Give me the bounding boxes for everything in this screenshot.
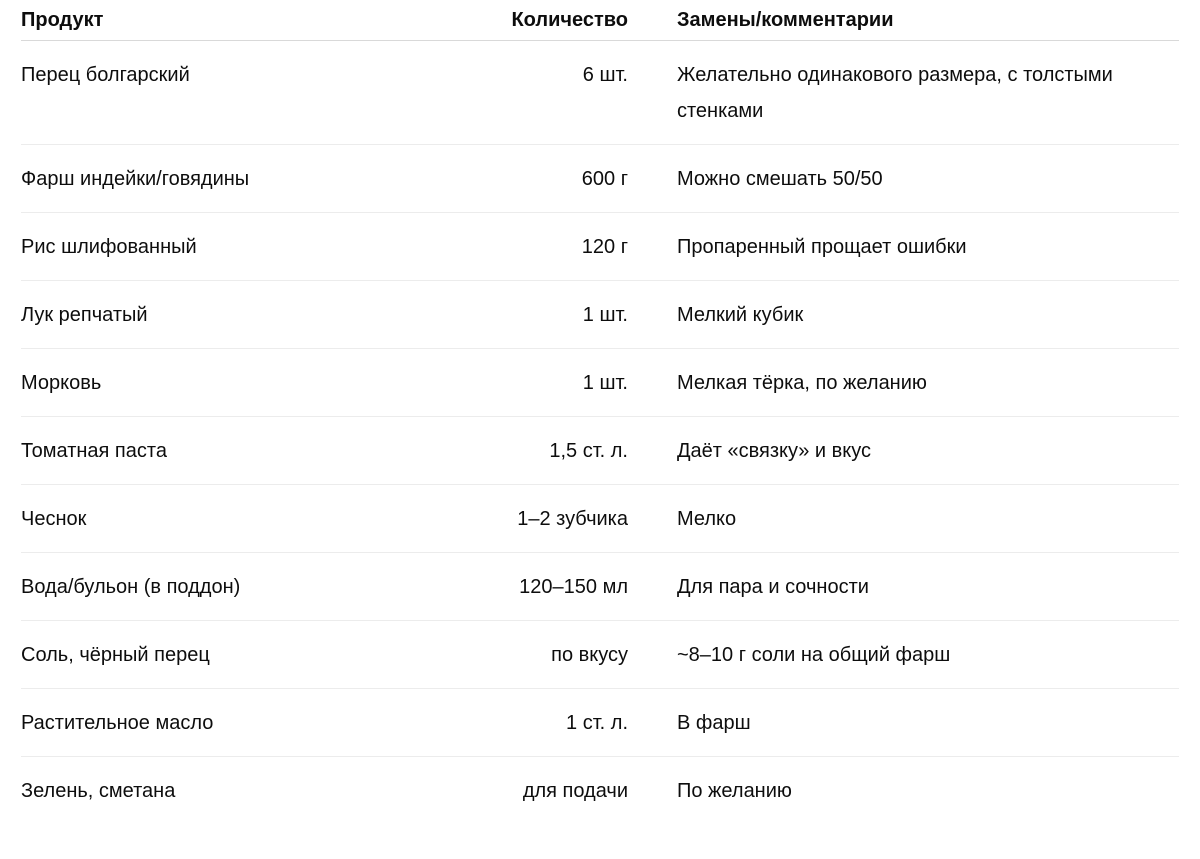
table-row [21, 417, 1179, 485]
cell-product: Перец болгарский [21, 41, 411, 145]
cell-product: Вода/бульон (в поддон) [21, 553, 411, 621]
cell-notes: Мелко [628, 485, 1179, 553]
cell-notes: Можно смешать 50/50 [628, 145, 1179, 213]
table-row [21, 621, 1179, 689]
table-body [21, 41, 1179, 825]
table-row [21, 689, 1179, 757]
table-row [21, 757, 1179, 825]
cell-quantity: 120 г [411, 213, 628, 281]
cell-product: Зелень, сметана [21, 780, 176, 802]
cell-quantity: 1 шт. [411, 281, 628, 349]
cell-quantity: 120–150 мл [411, 553, 628, 621]
cell-quantity: для подачи [522, 780, 628, 802]
cell-notes: ~8–10 г соли на общий фарш [628, 621, 1179, 689]
header-notes: Замены/комментарии [628, 0, 1179, 41]
cell-notes: Для пара и сочности [628, 553, 1179, 621]
cell-notes: По желанию [677, 780, 792, 802]
cell-quantity: 600 г [411, 145, 628, 213]
table-row [21, 553, 1179, 621]
table-row [21, 281, 1179, 349]
cell-notes: Даёт «связку» и вкус [628, 417, 1179, 485]
cell-quantity: по вкусу [411, 621, 628, 689]
cell-quantity: 1 ст. л. [411, 689, 628, 757]
table-header [21, 0, 1179, 41]
cell-quantity: 1,5 ст. л. [411, 417, 628, 485]
cell-product: Лук репчатый [21, 281, 411, 349]
ingredients-table-wrapper [21, 0, 1179, 824]
header-product: Продукт [21, 0, 411, 41]
cell-product: Томатная паста [21, 417, 411, 485]
header-quantity: Количество [411, 0, 628, 41]
table-row [21, 349, 1179, 417]
table-row [21, 213, 1179, 281]
cell-quantity: 1 шт. [411, 349, 628, 417]
cell-quantity: 6 шт. [411, 41, 628, 145]
cell-notes: Желательно одинакового размера, с толстыми стенками [628, 41, 1179, 145]
cell-product: Фарш индейки/говядины [21, 145, 411, 213]
cell-notes: Мелкая тёрка, по желанию [628, 349, 1179, 417]
table-row [21, 41, 1179, 145]
cell-product: Рис шлифованный [21, 213, 411, 281]
table-row [21, 485, 1179, 553]
cell-product: Растительное масло [21, 689, 411, 757]
header-row [21, 0, 1179, 41]
cell-product: Чеснок [21, 485, 411, 553]
cell-notes: В фарш [628, 689, 1179, 757]
cell-product: Морковь [21, 349, 411, 417]
table-row [21, 145, 1179, 213]
cell-notes: Пропаренный прощает ошибки [628, 213, 1179, 281]
cell-product: Соль, чёрный перец [21, 621, 411, 689]
cell-notes: Мелкий кубик [628, 281, 1179, 349]
cell-quantity: 1–2 зубчика [411, 485, 628, 553]
ingredients-table [21, 0, 1179, 824]
